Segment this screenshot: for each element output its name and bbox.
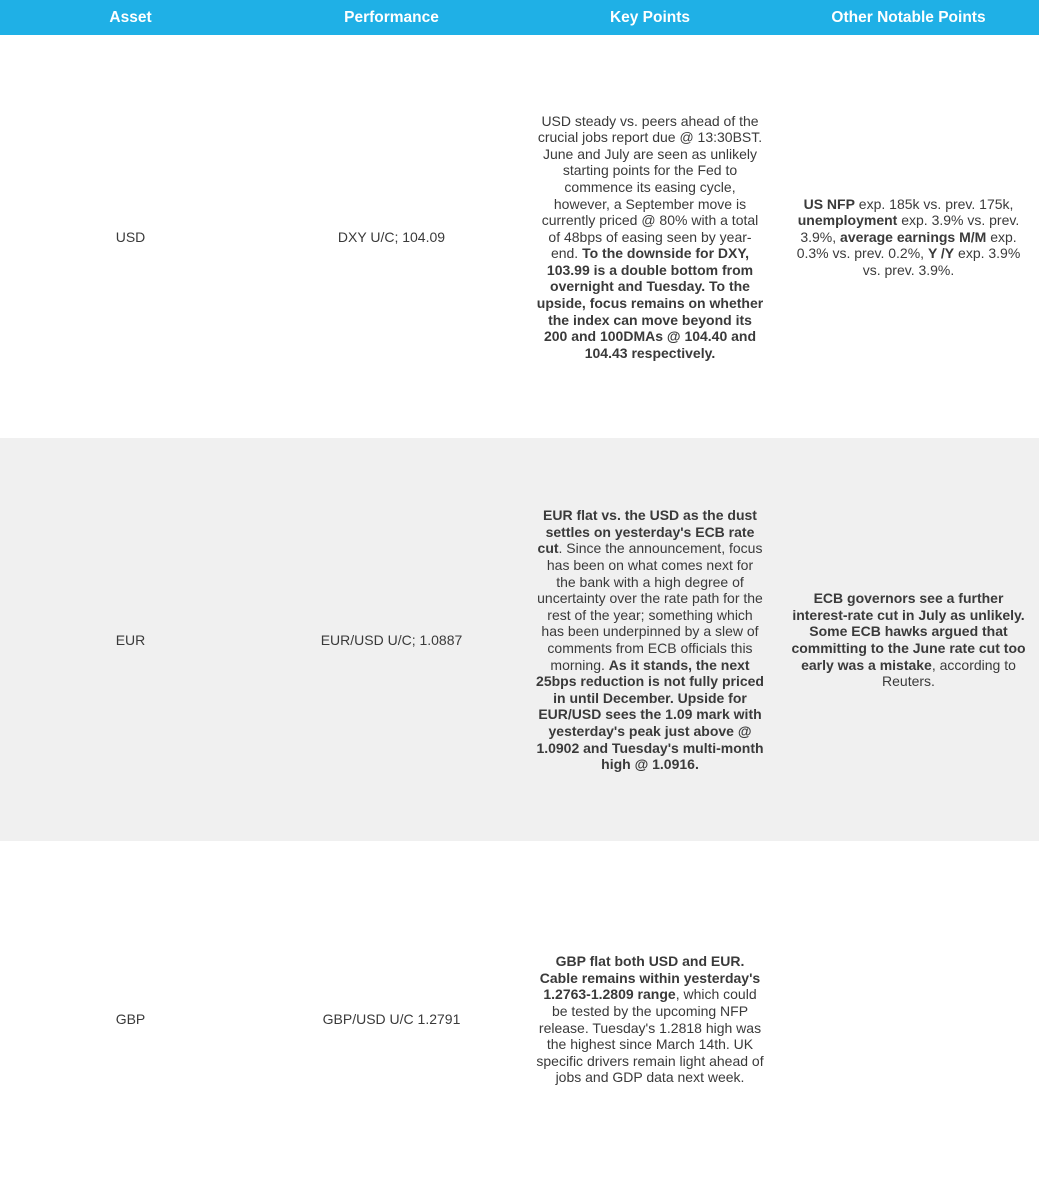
- key-bold-text: As it stands, the next 25bps reduction is not fully priced in until December. Upside for EUR/USD sees the 1.09 mark with yesterday's peak just above @ 1.0902 and Tuesday's multi-month high @ 1.0916.: [536, 656, 764, 773]
- table-row-gbp: [0, 841, 1039, 1197]
- other-bold-text: unemployment: [797, 212, 898, 229]
- other-text: exp. 3.9% vs. prev. 3.9%.: [862, 245, 1021, 278]
- other-notable-cell: [778, 35, 1039, 438]
- other-bold-text: ECB governors see a further interest-rate cut in July as unlikely. Some ECB hawks argued that committing to the June rate cut too early was a mistake: [791, 590, 1026, 673]
- header-other-notable-points: Other Notable Points: [778, 0, 1039, 35]
- table-header: [0, 0, 1039, 35]
- other-bold-text: Y /Y: [927, 245, 955, 262]
- other-bold-text: US NFP: [803, 195, 855, 212]
- key-points-cell: [522, 438, 778, 841]
- other-text: , according to Reuters.: [882, 656, 1016, 690]
- performance-cell: DXY U/C; 104.09: [337, 228, 446, 245]
- key-points-cell: [522, 35, 778, 438]
- performance-cell: EUR/USD U/C; 1.0887: [261, 438, 522, 841]
- other-text: exp. 0.3% vs. prev. 0.2%,: [796, 228, 1017, 262]
- key-bold-text: EUR flat vs. the USD as the dust settles on yesterday's ECB rate cut: [537, 507, 757, 557]
- table-row-eur: [0, 438, 1039, 841]
- key-text: . Since the announcement, focus has been on what comes next for the bank with a high degree of uncertainty over the rate path for the rest of the year; something which has been underpinned by a slew of comments from ECB officials this morning.: [537, 540, 763, 673]
- key-bold-text: To the downside for DXY, 103.99 is a double bottom from overnight and Tuesday. To the upside, focus remains on whether the index can move beyond its 200 and 100DMAs @ 104.40 and 104.43 respectively.: [536, 245, 764, 361]
- header-key-points: Key Points: [522, 0, 778, 35]
- asset-cell: GBP: [115, 1011, 146, 1028]
- key-bold-text: GBP flat both USD and EUR. Cable remains within yesterday's 1.2763-1.2809 range: [539, 953, 761, 1003]
- key-text: , which could be tested by the upcoming NFP release. Tuesday's 1.2818 high was the highest since March 14th. UK specific drivers remain light ahead of jobs and GDP data next week.: [536, 986, 764, 1086]
- other-text: exp. 3.9% vs. prev. 3.9%,: [800, 212, 1020, 245]
- key-text: USD steady vs. peers ahead of the crucial jobs report due @ 13:30BST. June and July are seen as unlikely starting points for the Fed to commence its easing cycle, however, a September move is currently priced @ 80% with a total of 48bps of easing seen by year-end.: [537, 112, 763, 262]
- key-points-cell: [522, 841, 778, 1197]
- header-asset: Asset: [0, 0, 261, 35]
- other-text: exp. 185k vs. prev. 175k,: [854, 195, 1014, 212]
- table-row-usd: [0, 35, 1039, 438]
- header-performance: Performance: [261, 0, 522, 35]
- other-notable-cell: [778, 841, 1039, 1197]
- asset-cell: USD: [115, 228, 146, 245]
- asset-cell: EUR: [0, 438, 261, 841]
- performance-cell: GBP/USD U/C 1.2791: [322, 1011, 461, 1028]
- other-bold-text: average earnings M/M: [840, 228, 987, 245]
- other-notable-cell: [778, 438, 1039, 841]
